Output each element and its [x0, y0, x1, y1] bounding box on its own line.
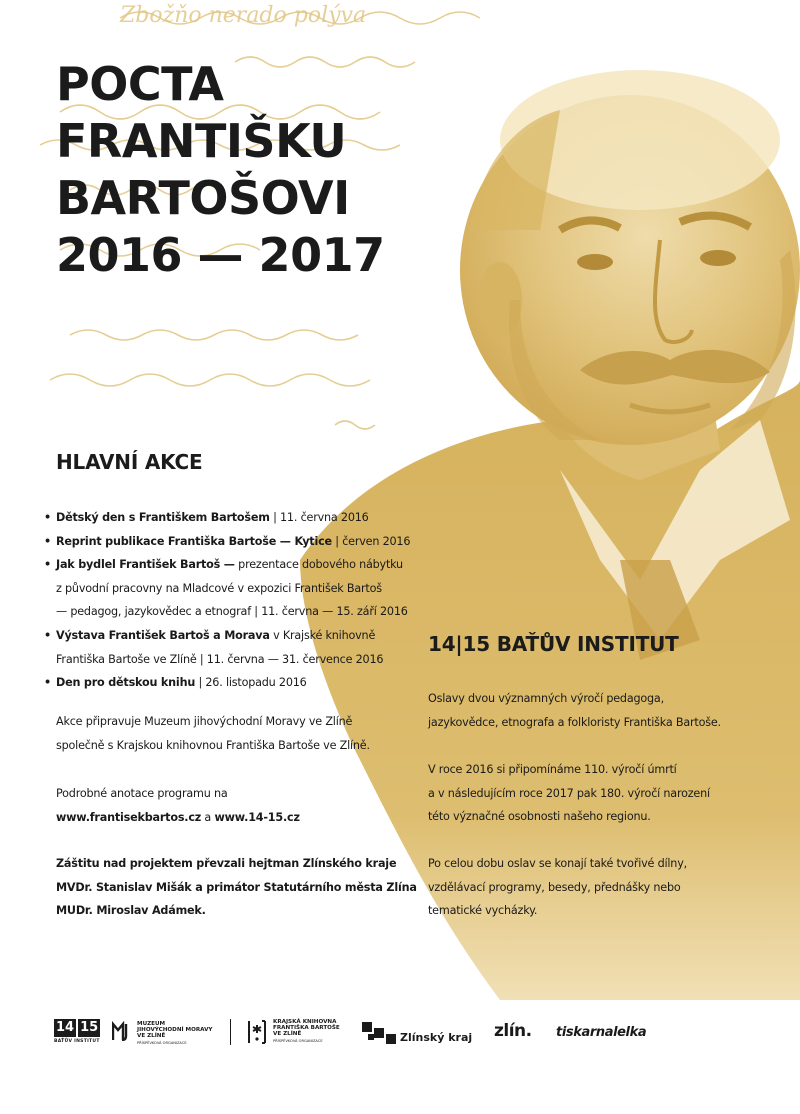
knihovna-icon	[246, 1019, 268, 1045]
title-line-3: BARTOŠOVI	[56, 171, 350, 225]
event-item: • Dětský den s Františkem Bartošem | 11. června 2016	[44, 506, 414, 530]
title-line-1: POCTA	[56, 57, 224, 111]
knihovna-logo: KRAJSKÁ KNIHOVNA FRANTIŠKA BARTOŠE VE ZLÍNĚ PŘÍSPĚVKOVÁ ORGANIZACE	[246, 1019, 340, 1045]
event-item: • Den pro dětskou knihu | 26. listopadu 2016	[44, 671, 414, 695]
institute-paragraph-2: V roce 2016 si připomínáme 110. výročí úmrtí a v následujícím roce 2017 pak 180. výročí narození této význačné osobnosti našeho regionu.	[428, 763, 710, 824]
handwriting-line: Zbožňo nerado polýva	[120, 3, 367, 28]
partner-logos	[50, 1015, 750, 1065]
program-info: Podrobné anotace programu na www.frantisekbartos.cz a www.14-15.cz	[56, 787, 300, 824]
institute-heading: 14|15 BAŤŮV INSTITUT	[428, 632, 679, 656]
logo-divider	[230, 1019, 231, 1045]
title-line-4: 2016 — 2017	[56, 228, 385, 282]
zlinsky-kraj-logo: Zlínský kraj	[362, 1021, 472, 1044]
event-item: • Jak bydlel František Bartoš — prezentace dobového nábytku z původní pracovny na Mladcové v expozici František Bartoš — pedagog, jazykovědec a etnograf | 11. června — 15. září 2016	[44, 553, 414, 624]
title-line-2: FRANTIŠKU	[56, 114, 347, 168]
zlin-logo: zlín.	[494, 1021, 532, 1041]
batuv-institut-logo: 14 15 BAŤŮV INSTITUT	[54, 1020, 100, 1044]
main-events-heading: HLAVNÍ AKCE	[56, 450, 203, 474]
poster-title	[56, 56, 396, 284]
muzeum-icon	[112, 1021, 132, 1041]
event-item: • Výstava František Bartoš a Morava v Krajské knihovně Františka Bartoše ve Zlíně | 11. června — 31. července 2016	[44, 624, 414, 671]
main-events-list	[44, 506, 414, 695]
website-link-frantisekbartos[interactable]: www.frantisekbartos.cz	[56, 810, 202, 824]
institute-paragraph-1: Oslavy dvou významných výročí pedagoga, jazykovědce, etnografa a folkloristy Františka Bartoše.	[428, 692, 721, 729]
zlinsky-kraj-icon	[362, 1022, 396, 1044]
organizers-text: Akce připravuje Muzeum jihovýchodní Moravy ve Zlíně společně s Krajskou knihovnou Františka Bartoše ve Zlíně.	[56, 715, 370, 752]
patronage-text: Záštitu nad projektem převzali hejtman Zlínského kraje MVDr. Stanislav Mišák a primátor Statutárního města Zlína MUDr. Miroslav Adámek.	[56, 857, 417, 918]
website-link-14-15[interactable]: www.14-15.cz	[214, 810, 300, 824]
tiskarna-lelka-logo: tiskarnalelka	[556, 1025, 647, 1040]
institute-paragraph-3: Po celou dobu oslav se konají také tvořivé dílny, vzdělávací programy, besedy, přednášky nebo tematické vycházky.	[428, 857, 687, 918]
event-item: • Reprint publikace Františka Bartoše — Kytice | červen 2016	[44, 530, 414, 554]
muzeum-logo: MUZEUM JIHOVÝCHODNÍ MORAVY VE ZLÍNĚ PŘÍSPĚVKOVÁ ORGANIZACE	[112, 1021, 212, 1046]
